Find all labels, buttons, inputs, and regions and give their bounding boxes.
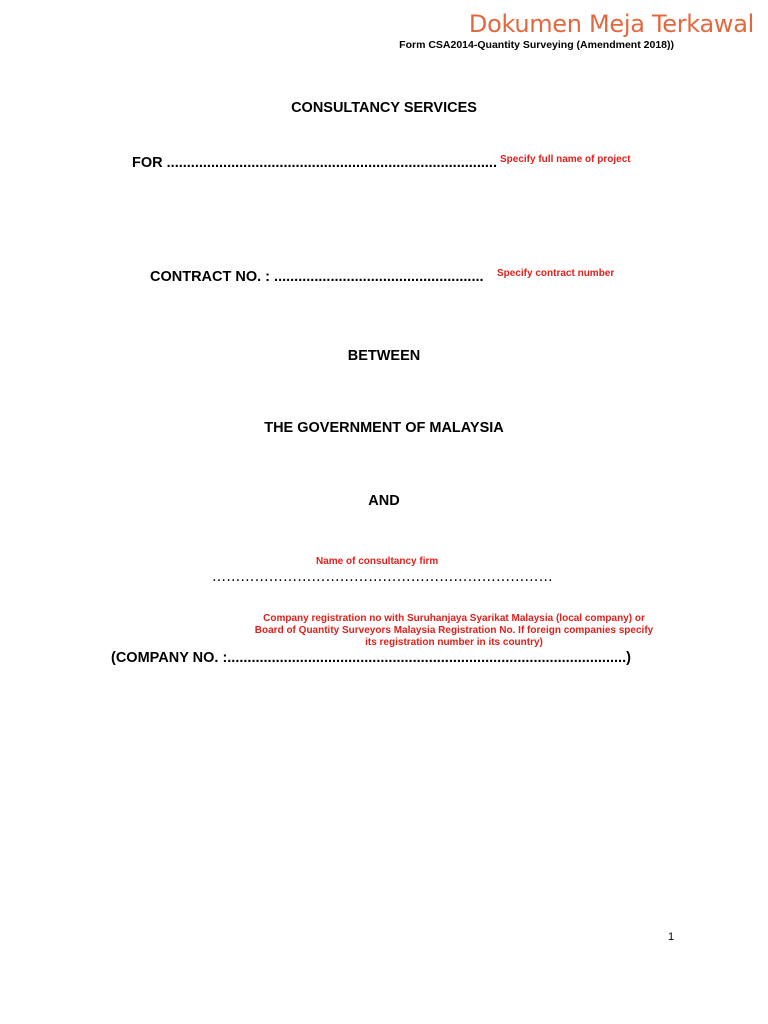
and-heading: AND: [368, 493, 400, 509]
company-registration-note: [224, 613, 684, 649]
form-reference: Form CSA2014-Quantity Surveying (Amendment 2018)): [399, 39, 674, 51]
watermark-text: Dokumen Meja Terkawal: [468, 10, 754, 38]
company-number-field: (COMPANY NO. :...................................................................................................): [111, 650, 631, 666]
for-field-note: Specify full name of project: [500, 154, 631, 165]
party-one-heading: THE GOVERNMENT OF MALAYSIA: [264, 420, 504, 436]
contract-number-note: Specify contract number: [497, 268, 615, 279]
firm-name-note: Name of consultancy firm: [316, 556, 439, 567]
company-registration-note-line: Company registration no with Suruhanjaya Syarikat Malaysia (local company) or: [263, 613, 645, 624]
document-title: CONSULTANCY SERVICES: [291, 100, 477, 116]
firm-name-dotted-line: ………………………………………………………………: [212, 569, 553, 585]
company-registration-note-line: Board of Quantity Surveyors Malaysia Registration No. If foreign companies specify: [254, 625, 654, 636]
for-field: FOR ..................................................................................: [132, 155, 497, 171]
contract-number-field: CONTRACT NO. : ....................................................: [150, 269, 484, 285]
page-number: 1: [668, 931, 675, 943]
between-heading: BETWEEN: [347, 348, 421, 364]
company-registration-note-line: its registration number in its country): [365, 637, 543, 648]
